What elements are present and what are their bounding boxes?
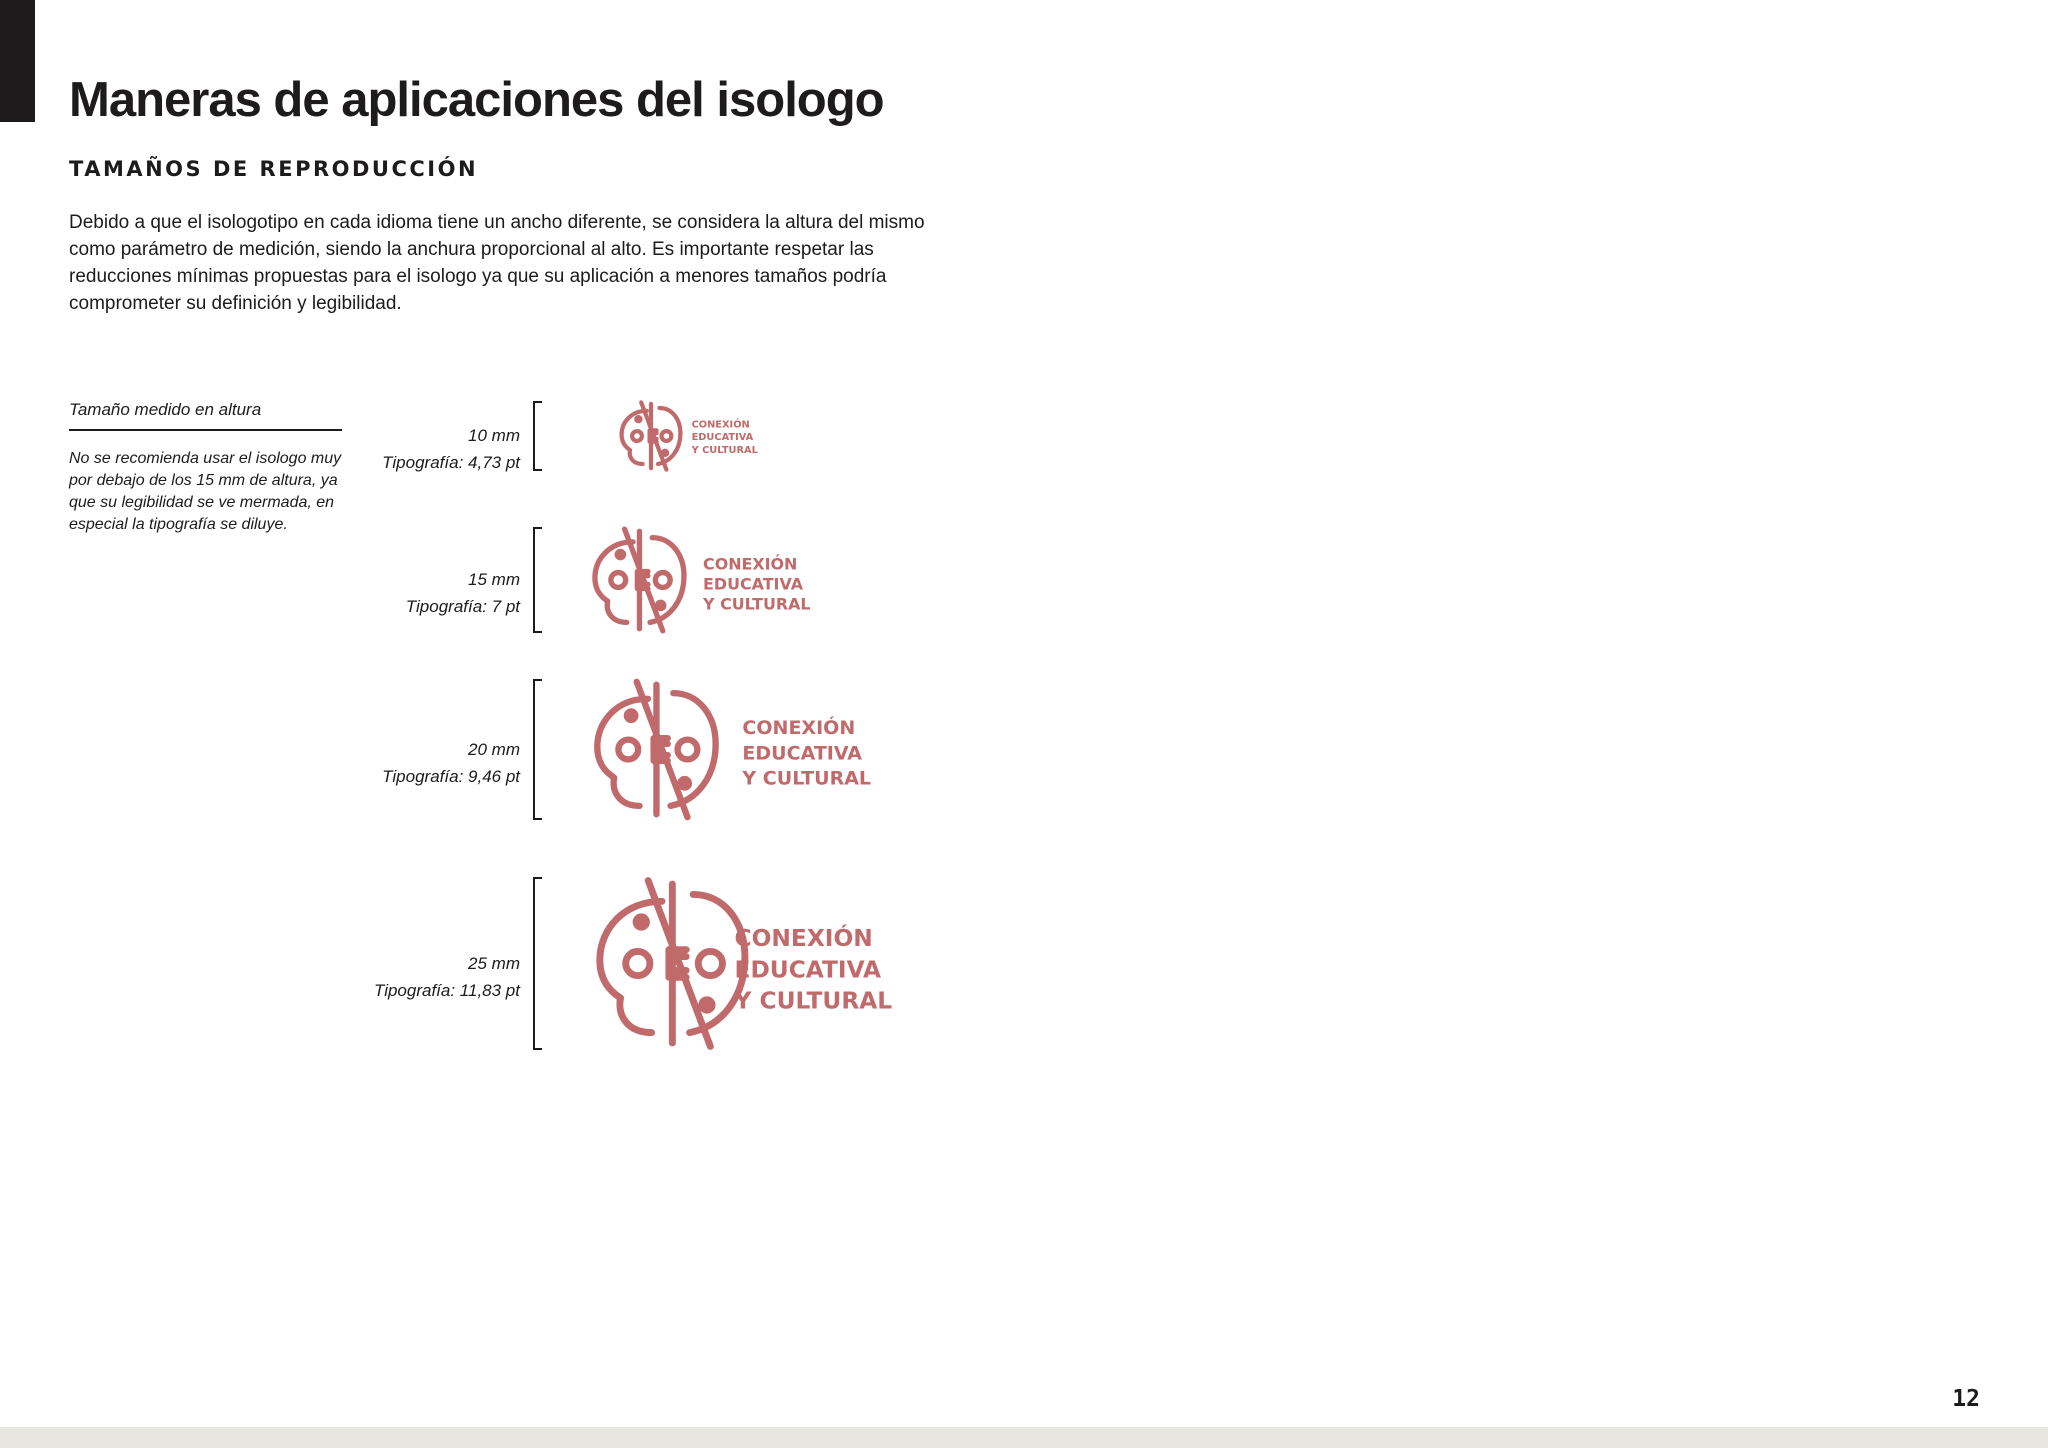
logo-word-1: CONEXIÓN — [691, 419, 750, 431]
intro-paragraph: Debido a que el isologotipo en cada idioma tiene un ancho diferente, se considera la altura del mismo como parámetro de medición, siendo la anchura proporcional al alto. Es importante respetar las reducciones mínimas propuestas para el isologo ya que su aplicación a menores tamaños podría comprometer su definición y legibilidad. — [69, 212, 925, 314]
logo-word-3: Y CULTURAL — [734, 987, 893, 1015]
sidebar-note: No se recomienda usar el isologo muy por debajo de los 15 mm de altura, ya que su legibilidad se ve mermada, en especial la tipografía se diluye. — [69, 450, 342, 533]
typography-label-10mm: Tipografía: 4,73 pt — [382, 453, 520, 472]
logo-word-2: EDUCATIVA — [742, 742, 863, 765]
size-label-20mm: 20 mm — [468, 740, 520, 759]
sidebar-heading: Tamaño medido en altura — [69, 400, 262, 419]
corner-tab — [0, 0, 35, 122]
height-bracket-10mm — [533, 401, 542, 471]
isologo-15mm — [586, 527, 836, 633]
isologo-20mm — [586, 679, 896, 820]
logo-word-2: EDUCATIVA — [691, 432, 754, 444]
size-label-10mm: 10 mm — [468, 426, 520, 445]
height-bracket-15mm — [533, 527, 542, 633]
isologo-25mm — [586, 877, 966, 1050]
isologo-mark — [600, 881, 745, 1047]
sidebar-divider — [69, 429, 342, 431]
footer-band — [0, 1427, 2048, 1448]
page-title: Maneras de aplicaciones del isologo — [69, 73, 884, 127]
logo-word-1: CONEXIÓN — [734, 925, 873, 953]
page-number: 12 — [1952, 1386, 1980, 1412]
size-label-15mm: 15 mm — [468, 570, 520, 589]
logo-word-3: Y CULTURAL — [703, 594, 811, 614]
logo-word-2: EDUCATIVA — [703, 574, 804, 594]
logo-word-1: CONEXIÓN — [703, 554, 798, 574]
logo-word-2: EDUCATIVA — [734, 956, 882, 984]
isologo-mark — [597, 682, 715, 817]
section-subtitle: TAMAÑOS DE REPRODUCCIÓN — [69, 157, 479, 181]
typography-label-20mm: Tipografía: 9,46 pt — [382, 767, 520, 786]
isologo-mark — [622, 402, 681, 469]
isologo-mark — [595, 529, 684, 631]
typography-label-25mm: Tipografía: 11,83 pt — [373, 981, 520, 1000]
logo-word-1: CONEXIÓN — [742, 717, 856, 739]
height-bracket-25mm — [533, 877, 542, 1050]
height-bracket-20mm — [533, 679, 542, 820]
size-label-25mm: 25 mm — [468, 954, 520, 973]
isologo-10mm — [586, 401, 786, 471]
typography-label-15mm: Tipografía: 7 pt — [405, 597, 520, 616]
logo-word-3: Y CULTURAL — [742, 767, 872, 790]
logo-word-3: Y CULTURAL — [691, 444, 758, 456]
